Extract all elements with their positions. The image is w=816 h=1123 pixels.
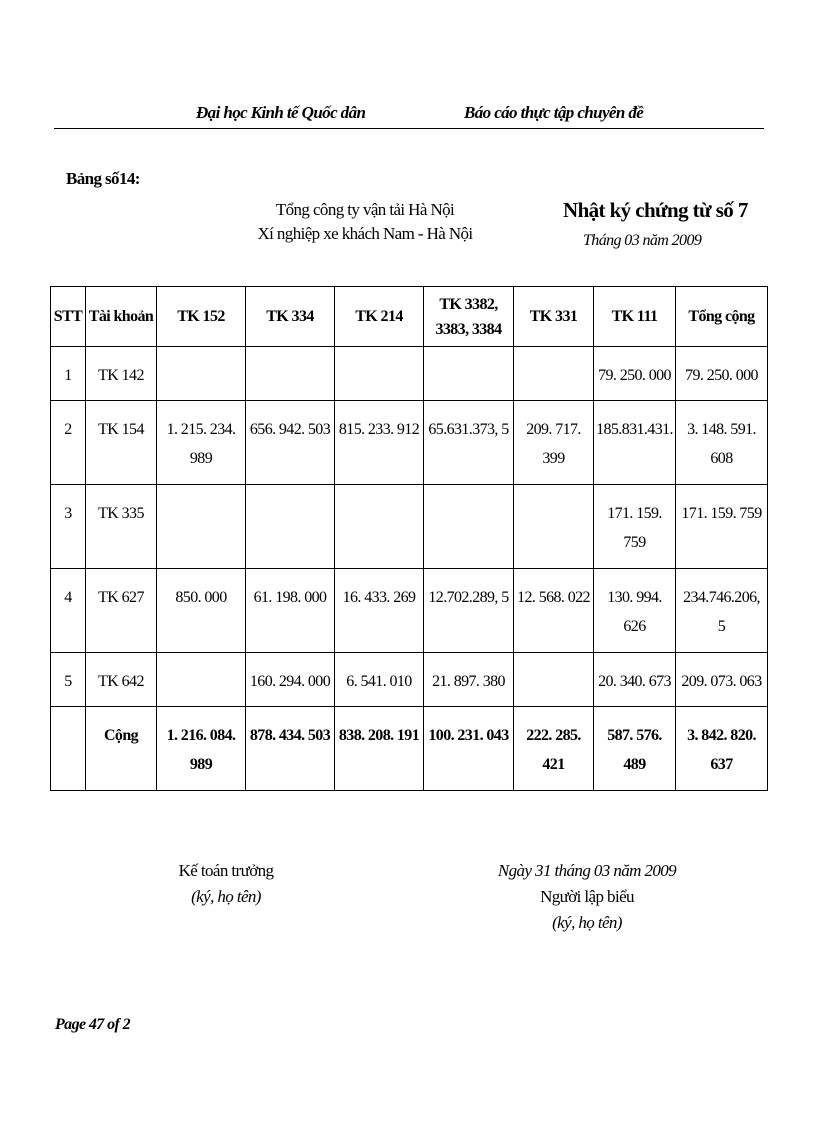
cell: 234.746.206, 5	[676, 569, 768, 653]
org-line2: Xí nghiệp xe khách Nam - Hà Nội	[257, 224, 473, 243]
cell: 12.702.289, 5	[424, 569, 514, 653]
cell: 2	[51, 401, 86, 485]
journal-table	[50, 286, 768, 791]
col-header: TK 331	[514, 287, 594, 347]
cell: 20. 340. 673	[594, 653, 676, 707]
cell: 838. 208. 191	[335, 707, 424, 791]
cell: 222. 285. 421	[514, 707, 594, 791]
cell: 878. 434. 503	[246, 707, 335, 791]
cell: 171. 159. 759	[676, 485, 768, 569]
cell	[157, 347, 246, 401]
table-row	[51, 347, 768, 401]
journal-period: Tháng 03 năm 2009	[583, 232, 702, 249]
cell: 587. 576. 489	[594, 707, 676, 791]
preparer-signature	[487, 858, 687, 936]
org-line1: Tổng công ty vận tải Hà Nội	[275, 200, 455, 219]
cell: TK 627	[86, 569, 157, 653]
journal-title: Nhật ký chứng từ số 7	[563, 198, 748, 222]
cell: 3. 148. 591. 608	[676, 401, 768, 485]
cell: 1. 215. 234. 989	[157, 401, 246, 485]
cell: 185.831.431.	[594, 401, 676, 485]
signature-date: Ngày 31 tháng 03 năm 2009	[497, 861, 677, 880]
cell: 3	[51, 485, 86, 569]
cell: 209. 073. 063	[676, 653, 768, 707]
header-divider	[54, 128, 764, 129]
cell	[424, 347, 514, 401]
cell	[157, 485, 246, 569]
col-header: Tổng cộng	[676, 287, 768, 347]
cell: 171. 159. 759	[594, 485, 676, 569]
cell: 160. 294. 000	[246, 653, 335, 707]
signature-title: Kế toán trưởng	[178, 861, 274, 880]
page-number: Page 47 of 2	[55, 1016, 131, 1033]
table-row	[51, 485, 768, 569]
header-report-title: Báo cáo thực tập chuyên đề	[464, 103, 644, 122]
cell: 850. 000	[157, 569, 246, 653]
col-header: STT	[51, 287, 86, 347]
chief-accountant-signature	[146, 858, 306, 910]
cell: Cộng	[86, 707, 157, 791]
col-header: TK 152	[157, 287, 246, 347]
cell: TK 642	[86, 653, 157, 707]
cell: 3. 842. 820. 637	[676, 707, 768, 791]
cell	[246, 485, 335, 569]
cell: 5	[51, 653, 86, 707]
col-header: Tài khoản	[86, 287, 157, 347]
cell: 61. 198. 000	[246, 569, 335, 653]
col-header: TK 111	[594, 287, 676, 347]
signature-note: (ký, họ tên)	[552, 913, 622, 932]
cell	[246, 347, 335, 401]
cell: 79. 250. 000	[676, 347, 768, 401]
table-label: Bảng số14:	[66, 169, 140, 188]
cell	[335, 347, 424, 401]
col-header: TK 334	[246, 287, 335, 347]
cell: 1. 216. 084. 989	[157, 707, 246, 791]
cell: 65.631.373, 5	[424, 401, 514, 485]
cell: 1	[51, 347, 86, 401]
cell: TK 154	[86, 401, 157, 485]
col-header: TK 3382, 3383, 3384	[424, 287, 514, 347]
cell: 4	[51, 569, 86, 653]
cell: TK 142	[86, 347, 157, 401]
organization-block	[250, 198, 480, 246]
cell: 100. 231. 043	[424, 707, 514, 791]
signature-note: (ký, họ tên)	[191, 887, 261, 906]
cell	[514, 347, 594, 401]
table-row	[51, 653, 768, 707]
cell: 656. 942. 503	[246, 401, 335, 485]
cell	[514, 485, 594, 569]
table-row	[51, 401, 768, 485]
cell: 130. 994. 626	[594, 569, 676, 653]
cell: TK 335	[86, 485, 157, 569]
cell: 209. 717. 399	[514, 401, 594, 485]
cell: 6. 541. 010	[335, 653, 424, 707]
cell: 79. 250. 000	[594, 347, 676, 401]
cell	[335, 485, 424, 569]
cell	[157, 653, 246, 707]
signature-title: Người lập biểu	[540, 887, 634, 906]
cell	[424, 485, 514, 569]
table-row	[51, 569, 768, 653]
table-total-row	[51, 707, 768, 791]
table-header-row	[51, 287, 768, 347]
cell	[51, 707, 86, 791]
col-header: TK 214	[335, 287, 424, 347]
cell: 21. 897. 380	[424, 653, 514, 707]
cell	[514, 653, 594, 707]
cell: 16. 433. 269	[335, 569, 424, 653]
cell: 12. 568. 022	[514, 569, 594, 653]
cell: 815. 233. 912	[335, 401, 424, 485]
header-school: Đại học Kinh tế Quốc dân	[196, 103, 366, 122]
